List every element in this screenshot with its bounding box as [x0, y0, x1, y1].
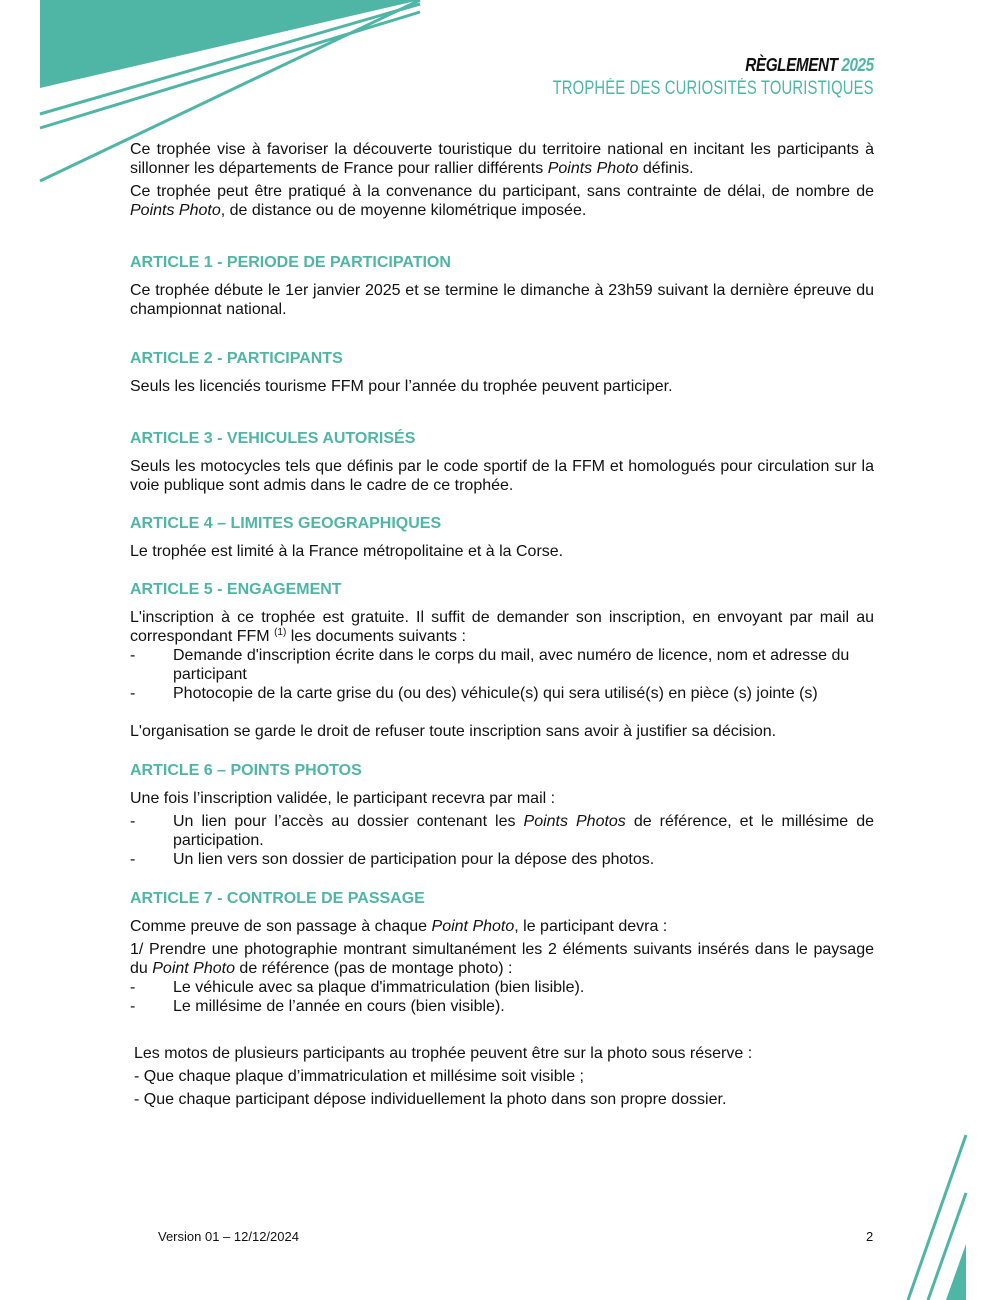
article-2-heading: ARTICLE 2 - PARTICIPANTS — [130, 350, 343, 367]
article-3-heading: ARTICLE 3 - VEHICULES AUTORISÉS — [130, 430, 416, 447]
reglement-label: RÈGLEMENT — [745, 55, 838, 75]
document-header — [462, 54, 874, 100]
article-6-heading: ARTICLE 6 – POINTS PHOTOS — [130, 762, 362, 779]
page-number: 2 — [866, 1229, 874, 1244]
article-7-note-item-1: - Que chaque plaque d’immatriculation et millésime soit visible ; — [134, 1068, 584, 1085]
reglement-title — [524, 54, 874, 76]
trophy-subtitle: TROPHÉE DES CURIOSITÉS TOURISTIQUES — [552, 78, 874, 99]
article-7-intro: Comme preuve de son passage à chaque Point Photo, le participant devra : — [130, 918, 668, 935]
intro-paragraph-2: Ce trophée peut être pratiqué à la convenance du participant, sans contrainte de délai, de nombre de Points Photo, de distance ou de moyenne kilométrique imposée. — [130, 183, 874, 219]
intro-paragraph-1: Ce trophée vise à favoriser la découverte touristique du territoire national en incitant les participants à sillonner les départements de France pour rallier différents Points Photo définis. — [130, 141, 874, 177]
article-7-note-item-2: - Que chaque participant dépose individuellement la photo dans son propre dossier. — [134, 1091, 727, 1108]
article-4-text: Le trophée est limité à la France métropolitaine et à la Corse. — [130, 543, 564, 560]
article-2-text: Seuls les licenciés tourisme FFM pour l’année du trophée peuvent participer. — [130, 378, 673, 395]
list-item: - Demande d'inscription écrite dans le corps du mail, avec numéro de licence, nom et adresse du participant — [130, 647, 850, 683]
article-1-heading: ARTICLE 1 - PERIODE DE PARTICIPATION — [130, 254, 451, 271]
list-item: - Un lien vers son dossier de participation pour la dépose des photos. — [130, 851, 655, 868]
document-body — [130, 140, 874, 1109]
list-item: - Un lien pour l’accès au dossier contenant les Points Photos de référence, et le millésime de participation. — [130, 813, 874, 849]
article-6-intro: Une fois l’inscription validée, le participant recevra par mail : — [130, 790, 556, 807]
footnote-ref: (1) — [274, 627, 287, 638]
list-item: - Photocopie de la carte grise du (ou des) véhicule(s) qui sera utilisé(s) en pièce (s) jointe (s) — [130, 685, 818, 702]
list-item: - Le millésime de l’année en cours (bien visible). — [130, 998, 505, 1015]
article-1-text: Ce trophée débute le 1er janvier 2025 et se termine le dimanche à 23h59 suivant la dernière épreuve du championnat national. — [130, 282, 874, 318]
list-item: - Le véhicule avec sa plaque d'immatriculation (bien lisible). — [130, 979, 585, 996]
article-4-heading: ARTICLE 4 – LIMITES GEOGRAPHIQUES — [130, 515, 442, 532]
article-7-step-1: 1/ Prendre une photographie montrant simultanément les 2 éléments suivants insérés dans le paysage du Point Photo de référence (pas de montage photo) : — [130, 941, 874, 977]
footer-version: Version 01 – 12/12/2024 — [158, 1229, 299, 1244]
article-5-closing: L'organisation se garde le droit de refuser toute inscription sans avoir à justifier sa décision. — [130, 723, 777, 740]
article-5-heading: ARTICLE 5 - ENGAGEMENT — [130, 581, 342, 598]
article-3-text: Seuls les motocycles tels que définis par le code sportif de la FFM et homologués pour circulation sur la voie publique sont admis dans le cadre de ce trophée. — [130, 458, 874, 494]
article-5-text: L'inscription à ce trophée est gratuite. Il suffit de demander son inscription, en envoyant par mail au correspondant FFM $^{(1)}$ les documents suivants : — [130, 609, 874, 645]
article-7-heading: ARTICLE 7 - CONTROLE DE PASSAGE — [130, 890, 425, 907]
article-7-note: Les motos de plusieurs participants au trophée peuvent être sur la photo sous réserve : — [134, 1045, 753, 1062]
reglement-year: 2025 — [841, 55, 874, 75]
